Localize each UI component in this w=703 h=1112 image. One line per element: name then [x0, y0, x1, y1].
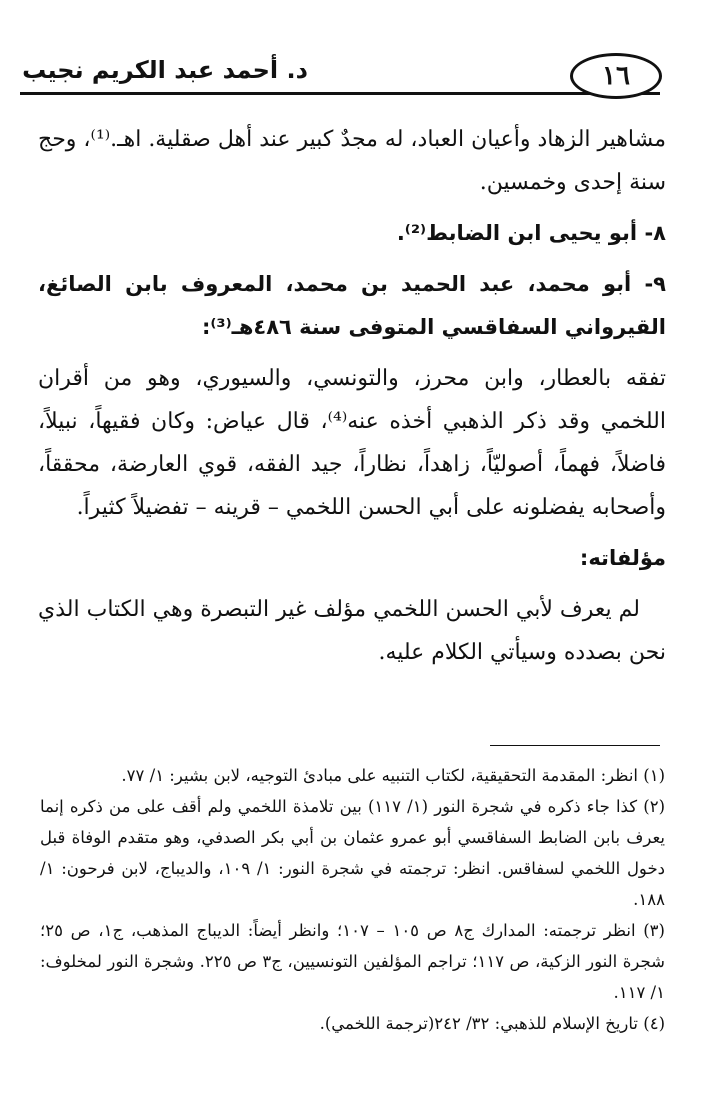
entry-9-heading: ٩- أبو محمد، عبد الحميد بن محمد، المعروف بابن الصائغ، القيرواني السفاقسي المتوفى سنة ٤٨٦هـ⁽³⁾: [38, 272, 666, 339]
section-heading-works: مؤلفاته: [579, 546, 666, 570]
paragraph-2: تفقه بالعطار، وابن محرز، والتونسي، والسيوري، وهو من أقران اللخمي وقد ذكر الذهبي أخذه عنه⁽⁴⁾، قال عياض: وكان فقيهاً، نبيلاً، فاضلاً، فهماً، أصوليّاً، زاهداً، نظاراً، جيد الفقه، قوي العارضة، محققاً، وأصحابه يفضلونه على أبي الحسن اللخمي – قرينه – تفضيلاً كثيراً. [38, 366, 666, 520]
footnote-separator [490, 745, 660, 746]
paragraph-1: مشاهير الزهاد وأعيان العباد، له مجدٌ كبير عند أهل صقلية. اهـ.⁽¹⁾، وحج سنة إحدى وخمسين. [38, 127, 667, 195]
header-rule [20, 92, 660, 95]
main-text [38, 118, 666, 674]
page-header [20, 50, 660, 110]
paragraph-3: لم يعرف لأبي الحسن اللخمي مؤلف غير التبصرة وهي الكتاب الذي نحن بصدده وسيأتي الكلام عليه. [38, 597, 666, 665]
footnote-2: (٢) كذا جاء ذكره في شجرة النور (١/ ١١٧) بين تلامذة اللخمي ولم أقف على من ذكره إنما يعرف بابن الضابط السفاقسي أبو عمرو عثمان بن أبي بكر الصدفي، وهو متقدم الوفاة قبل دخول اللخمي لسفاقس. انظر: ترجمته في شجرة النور: ١/ ١٠٩، والديباج، لابن فرحون: ١/ ١٨٨. [40, 797, 666, 909]
footnote-3: (٣) انظر ترجمته: المدارك ج٨ ص ١٠٥ – ١٠٧؛ وانظر أيضاً: الديباج المذهب، ج١، ص ٢٥؛ شجرة النور الزكية، ص ١١٧؛ تراجم المؤلفين التونسيين، ج٣ ص ٢٢٥. وشجرة النور لمخلوف: ١/ ١١٧. [40, 921, 665, 1002]
footnote-4: (٤) تاريخ الإسلام للذهبي: ٣٢/ ٢٤٢(ترجمة اللخمي). [319, 1014, 665, 1033]
page-number: ١٦ [570, 53, 662, 99]
footnote-1: (١) انظر: المقدمة التحقيقية، لكتاب التنبيه على مبادئ التوجيه، لابن بشير: ١/ ٧٧. [121, 766, 665, 785]
running-head-author: د. أحمد عبد الكريم نجيب [20, 56, 310, 88]
footnotes [40, 760, 665, 1039]
entry-8-heading: ٨- أبو يحيى ابن الضابط⁽²⁾. [396, 221, 666, 245]
